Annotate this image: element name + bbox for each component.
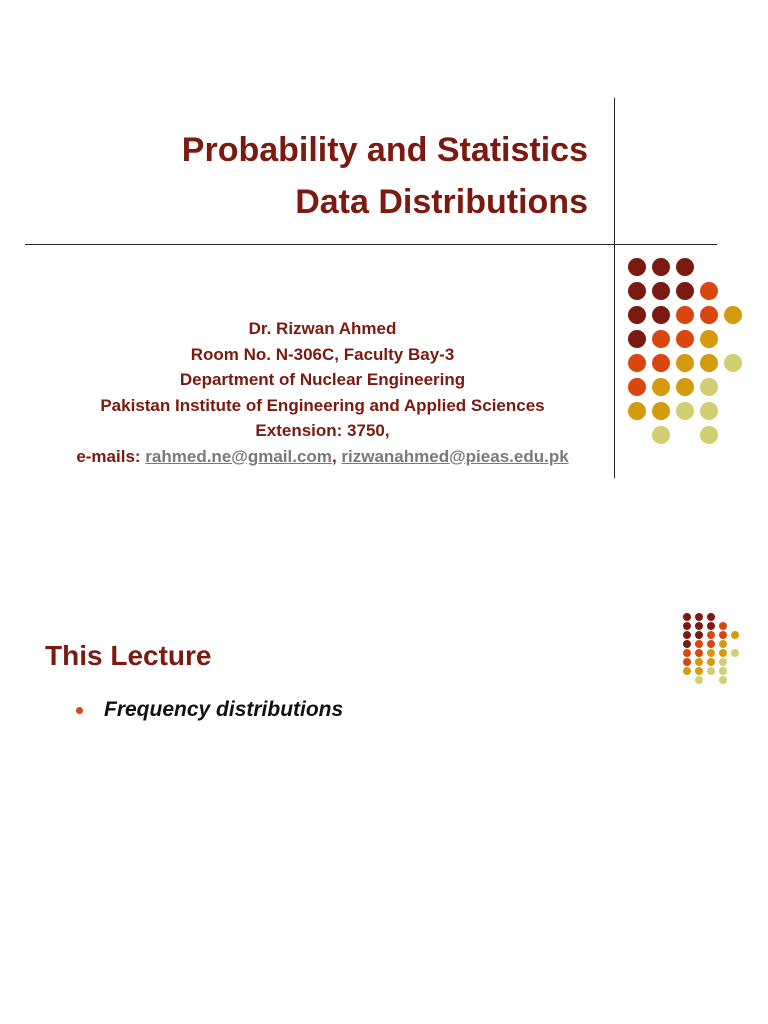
author-name: Dr. Rizwan Ahmed [248,319,397,338]
decorative-dot [683,613,691,621]
decorative-dot [683,640,691,648]
decorative-dot [700,354,718,372]
decorative-dot [628,354,646,372]
decorative-dot [628,378,646,396]
decorative-dot [719,658,727,666]
department: Department of Nuclear Engineering [179,370,466,389]
decorative-dot [719,649,727,657]
decorative-dot [731,631,739,639]
institute: Pakistan Institute of Engineering and Applied Sciences [100,395,545,415]
decorative-dot [719,676,727,684]
decorative-dot [676,306,694,324]
decorative-dot [707,631,715,639]
bullet-text: Frequency distributions [104,698,344,721]
decorative-dot [676,378,694,396]
decorative-dot [724,354,742,372]
decorative-dot [719,640,727,648]
extension: Extension: 3750, [255,421,390,440]
decorative-dot [652,306,670,324]
decorative-dot [700,426,718,444]
title-line-2: Data Distributions [295,183,588,221]
decorative-dot [695,640,703,648]
decorative-dot [628,258,646,276]
decorative-dot [652,330,670,348]
decorative-dot [652,258,670,276]
decorative-dot [707,622,715,630]
decorative-dot [700,306,718,324]
decorative-dot [707,649,715,657]
decorative-dot [707,613,715,621]
decorative-dot [719,631,727,639]
decorative-dot [628,402,646,420]
title-line-1: Probability and Statistics [181,131,588,169]
lecture-heading: This Lecture [45,640,212,671]
decorative-dot [628,330,646,348]
decorative-dot [719,622,727,630]
decorative-dot [695,667,703,675]
decorative-dot [676,282,694,300]
decorative-dot [707,667,715,675]
email-link-2[interactable]: rizwanahmed@pieas.edu.pk [341,446,569,466]
decorative-dot [652,378,670,396]
bullet-item [76,698,343,722]
decorative-dot [695,631,703,639]
decorative-dot [731,649,739,657]
decorative-dot [683,658,691,666]
decorative-dot [683,622,691,630]
email-separator: , [331,446,337,466]
decorative-dot [707,640,715,648]
decorative-dot [724,306,742,324]
decorative-dot [683,631,691,639]
decorative-dot [676,402,694,420]
decorative-dot [695,613,703,621]
room-number: Room No. N-306C, Faculty Bay-3 [190,344,455,364]
decorative-dot [628,282,646,300]
decorative-dot [676,258,694,276]
decorative-dot [628,306,646,324]
decorative-dot [652,402,670,420]
decorative-dot [652,354,670,372]
decorative-dot [695,649,703,657]
emails-label: e-mails: [76,446,141,466]
slide-title [182,124,588,228]
decorative-dot [676,330,694,348]
decorative-dot [652,282,670,300]
bullet-dot-icon [76,707,83,714]
decorative-dot [695,622,703,630]
horizontal-divider [25,244,717,245]
contact-info [30,316,615,469]
decorative-dot [695,676,703,684]
decorative-dot [700,378,718,396]
decorative-dot-grid [628,258,748,448]
decorative-dot-grid-small [683,613,745,685]
decorative-dot [700,330,718,348]
emails-line [30,444,615,470]
decorative-dot [683,649,691,657]
decorative-dot [683,667,691,675]
decorative-dot [652,426,670,444]
email-link-1[interactable]: rahmed.ne@gmail.com [145,446,332,466]
decorative-dot [676,354,694,372]
decorative-dot [695,658,703,666]
decorative-dot [707,658,715,666]
decorative-dot [700,402,718,420]
decorative-dot [700,282,718,300]
decorative-dot [719,667,727,675]
